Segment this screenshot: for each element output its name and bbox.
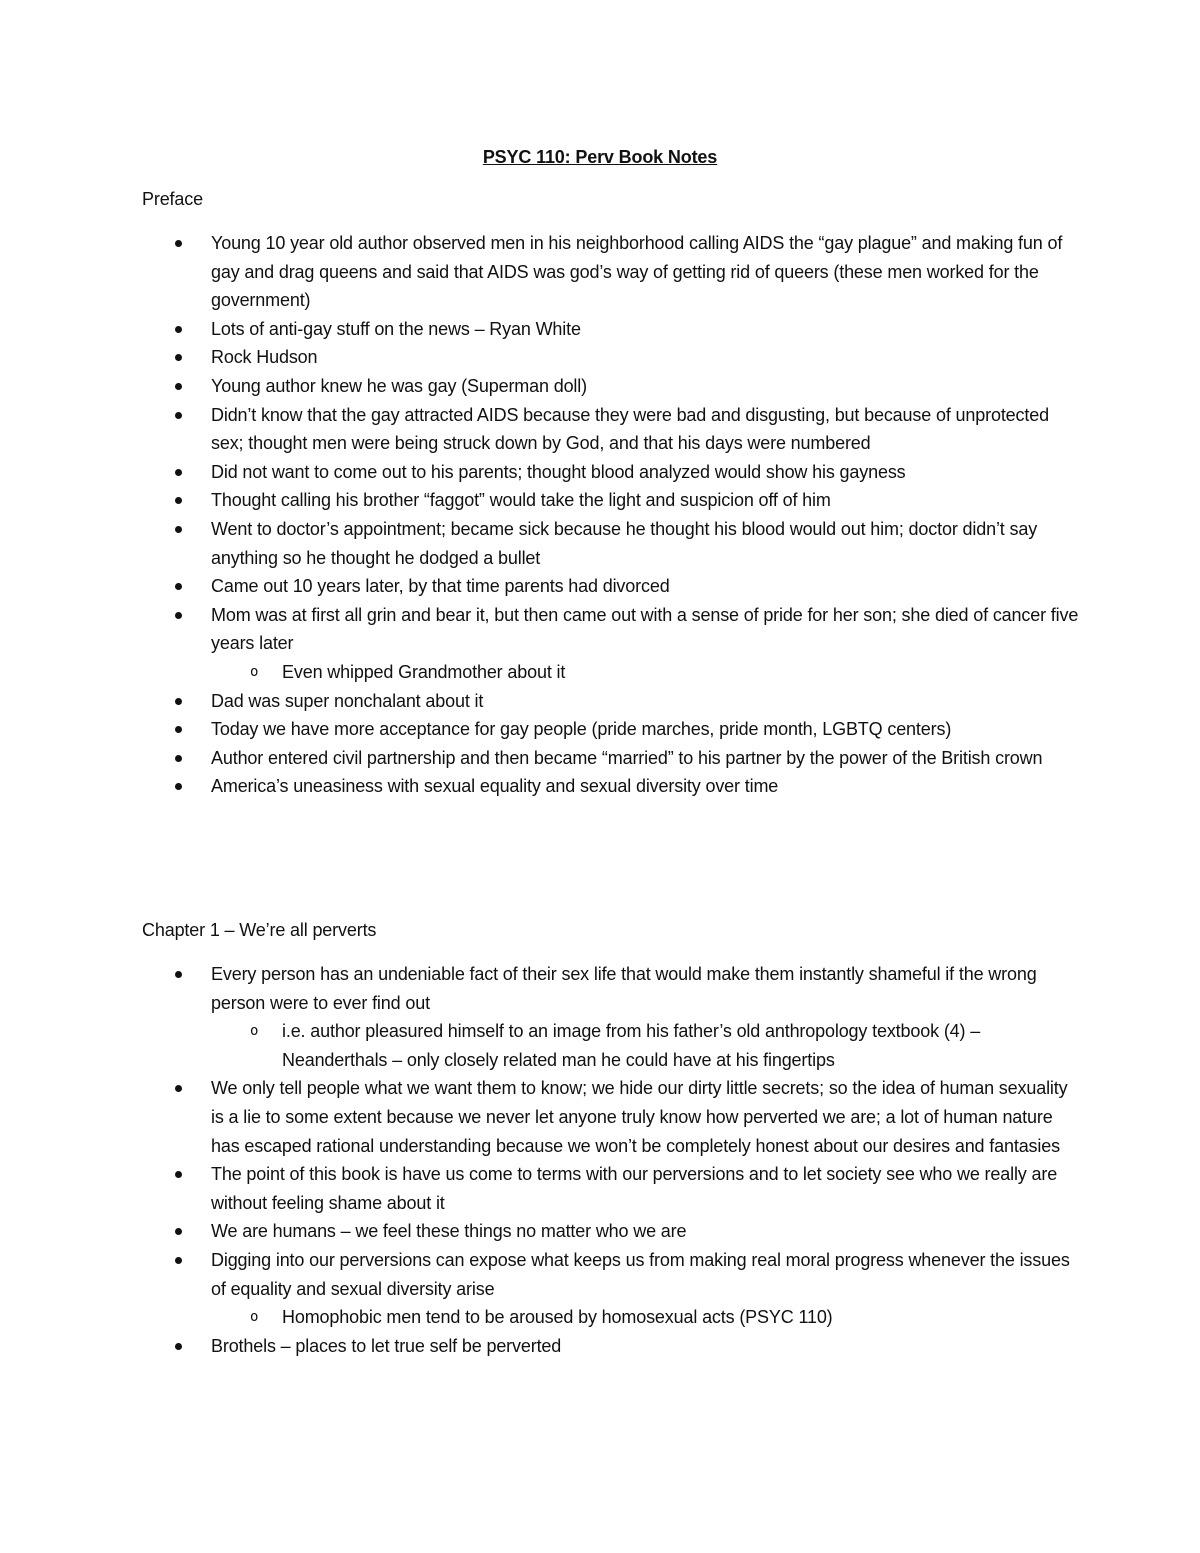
list-item (142, 315, 1082, 344)
bullet-icon (175, 469, 182, 476)
list-item-text: Dad was super nonchalant about it (211, 690, 484, 711)
bullet-icon (175, 383, 182, 390)
bullet-icon (175, 412, 182, 419)
list-item-text: America’s uneasiness with sexual equality and sexual diversity over time (211, 776, 779, 797)
bullet-icon (175, 612, 182, 619)
list-item (142, 960, 1082, 1017)
list-item-text: Young 10 year old author observed men in his neighborhood calling AIDS the “gay plague” and making fun of gay and drag queens and said that AIDS was god’s way of getting rid of queers (these men worked for the government) (211, 233, 1063, 311)
list-item-text: Every person has an undeniable fact of their sex life that would make them instantly shameful if the wrong person were to ever find out (211, 964, 1037, 1013)
list-item-text: Brothels – places to let true self be perverted (211, 1335, 562, 1356)
bullet-icon (175, 783, 182, 790)
list-item-text: Lots of anti-gay stuff on the news – Ryan White (211, 318, 581, 339)
bullet-list-preface (142, 229, 1082, 801)
bullet-icon (175, 726, 182, 733)
list-item-text: Did not want to come out to his parents; thought blood analyzed would show his gayness (211, 461, 906, 482)
list-item (142, 458, 1082, 487)
list-item-text: Digging into our perversions can expose what keeps us from making real moral progress whenever the issues of equality and sexual diversity arise (211, 1249, 1070, 1299)
list-item-text: Mom was at first all grin and bear it, but then came out with a sense of pride for her son; she died of cancer five years later (211, 604, 1079, 654)
bullet-icon (175, 1171, 182, 1178)
sub-list-item-text: i.e. author pleasured himself to an image from his father’s old anthropology textbook (4) – Neanderthals – only closely related man he could have at his fingertips (282, 1021, 981, 1070)
list-item (142, 715, 1082, 744)
list-item (142, 343, 1082, 372)
bullet-icon (175, 1228, 182, 1235)
list-item-text: Author entered civil partnership and then became “married” to his partner by the power of the British crown (211, 747, 1043, 768)
bullet-icon (175, 326, 182, 333)
list-item-text: Today we have more acceptance for gay people (pride marches, pride month, LGBTQ centers) (211, 719, 952, 740)
list-item-text: Came out 10 years later, by that time parents had divorced (211, 576, 670, 597)
list-item (142, 486, 1082, 515)
list-item-text: Went to doctor’s appointment; became sick because he thought his blood would out him; doctor didn’t say anything so he thought he dodged a bullet (211, 518, 1038, 568)
bullet-icon (175, 1257, 182, 1264)
list-item (142, 1332, 1082, 1361)
list-item (142, 1074, 1082, 1160)
list-item (142, 1217, 1082, 1246)
list-item-text: Thought calling his brother “faggot” would take the light and suspicion off of him (211, 490, 831, 511)
bullet-icon (175, 1343, 182, 1350)
list-item (142, 1246, 1082, 1303)
list-item (142, 572, 1082, 601)
bullet-icon (175, 583, 182, 590)
list-item (142, 687, 1082, 716)
list-item (142, 744, 1082, 773)
section-heading-chapter-1: Chapter 1 – We’re all perverts (142, 920, 377, 940)
list-item-text: Rock Hudson (211, 347, 318, 368)
bullet-icon (175, 497, 182, 504)
sub-list-item-text: Homophobic men tend to be aroused by homosexual acts (PSYC 110) (282, 1307, 833, 1328)
sub-list-item (142, 1017, 1082, 1074)
bullet-icon (175, 240, 182, 247)
section-heading-preface: Preface (142, 189, 203, 209)
bullet-icon (175, 971, 182, 978)
document-title: PSYC 110: Perv Book Notes (482, 147, 718, 167)
hollow-bullet-icon: o (250, 663, 259, 680)
bullet-icon (175, 526, 182, 533)
sub-list-item (142, 1303, 1082, 1332)
list-item (142, 372, 1082, 401)
list-item-text: We are humans – we feel these things no matter who we are (211, 1221, 687, 1242)
list-item-text: Didn’t know that the gay attracted AIDS because they were bad and disgusting, but because of unprotected sex; thought men were being struck down by God, and that his days were numbered (211, 404, 1049, 454)
list-item (142, 601, 1082, 658)
sub-list-item-text: Even whipped Grandmother about it (282, 661, 566, 682)
list-item (142, 1160, 1082, 1217)
sub-list-item (142, 658, 1082, 687)
list-item (142, 401, 1082, 458)
list-item-text: Young author knew he was gay (Superman doll) (211, 375, 587, 396)
bullet-list-chapter-1 (142, 960, 1082, 1360)
list-item (142, 772, 1082, 801)
hollow-bullet-icon: o (250, 1309, 259, 1326)
bullet-icon (175, 354, 182, 361)
bullet-icon (175, 755, 182, 762)
list-item (142, 515, 1082, 572)
bullet-icon (175, 698, 182, 705)
list-item-text: We only tell people what we want them to know; we hide our dirty little secrets; so the idea of human sexuality is a lie to some extent because we never let anyone truly know how perverted we are; a lot of human nature has escaped rational understanding because we won’t be completely honest about our desires and fantasies (211, 1078, 1068, 1156)
hollow-bullet-icon: o (250, 1023, 259, 1040)
list-item (142, 229, 1082, 315)
list-item-text: The point of this book is have us come to terms with our perversions and to let society see who we really are without feeling shame about it (211, 1164, 1058, 1213)
bullet-icon (175, 1085, 182, 1092)
